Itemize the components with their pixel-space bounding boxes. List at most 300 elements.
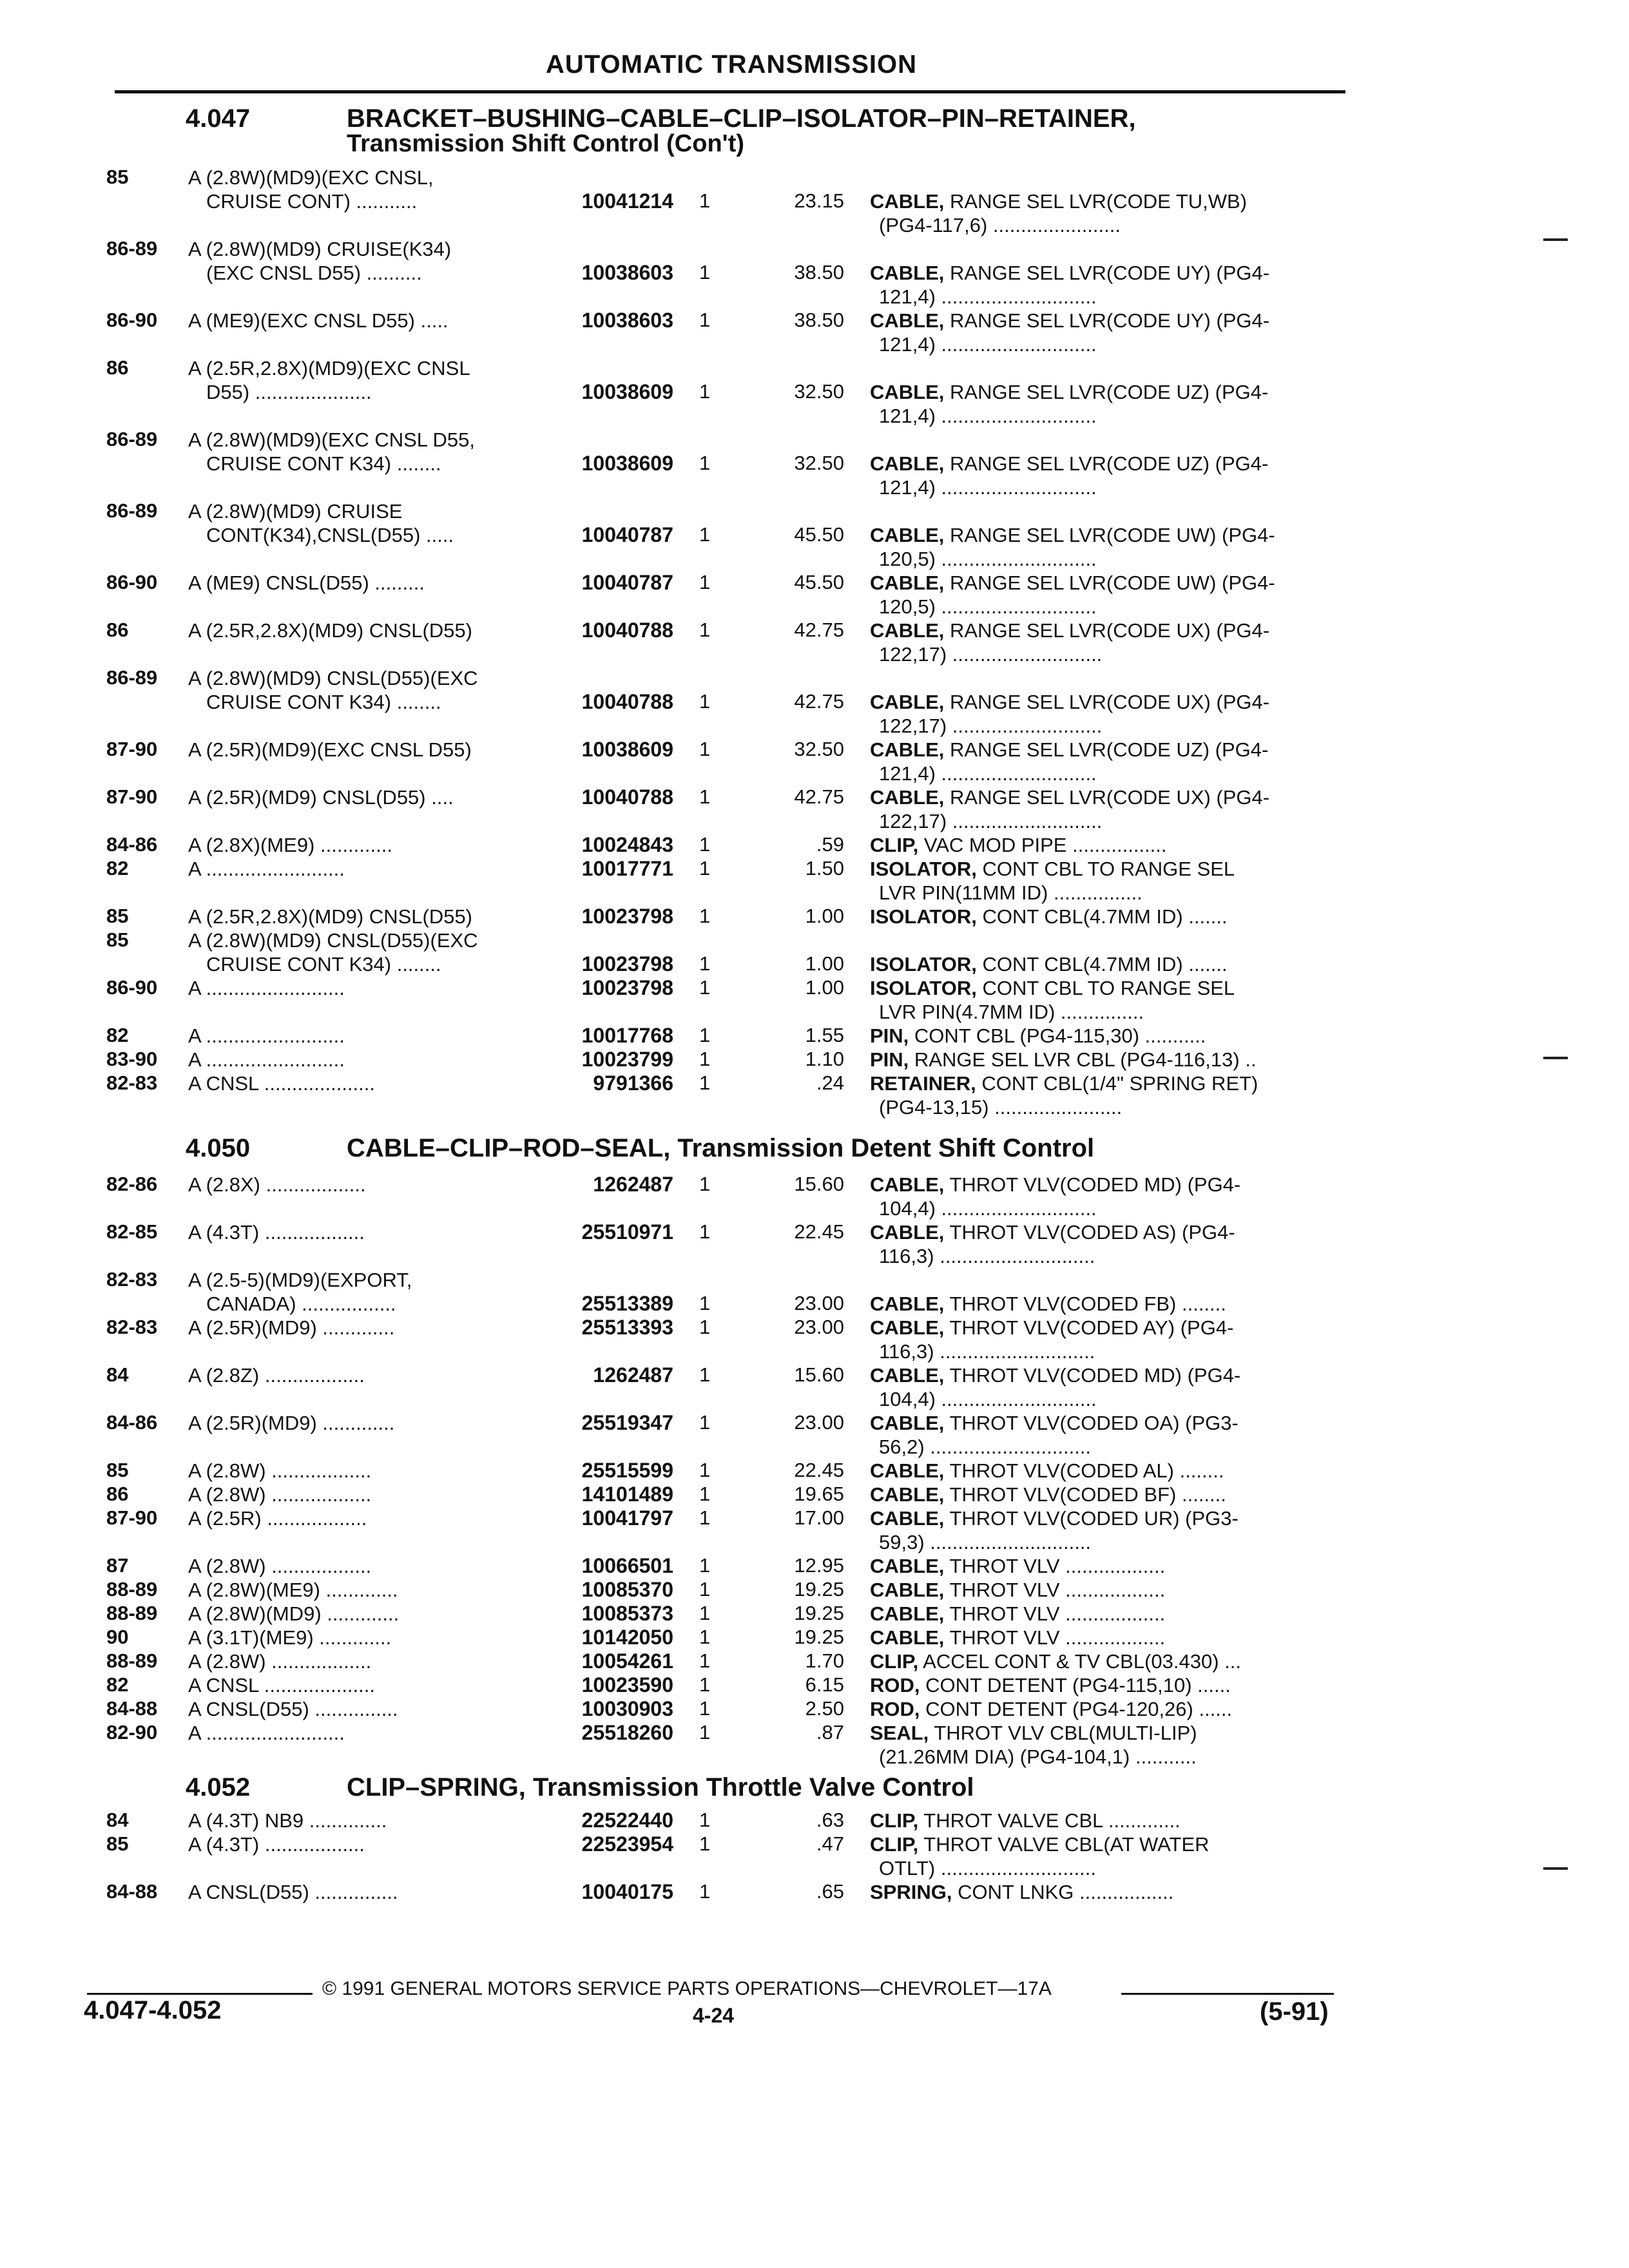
application-description (188, 1809, 536, 1832)
part-name-line (870, 380, 1340, 404)
description-line: A (ME9)(EXC CNSL D55) ..... (188, 309, 448, 332)
part-name (870, 1220, 1340, 1268)
model-years: 84-86 (106, 833, 158, 856)
price: .59 (816, 833, 844, 856)
part-type: CABLE, (870, 691, 945, 713)
part-name-line: 104,4) ............................ (879, 1388, 1097, 1410)
quantity: 1 (699, 905, 711, 927)
part-type: CABLE, (870, 786, 945, 809)
part-number: 9791366 (593, 1072, 673, 1095)
part-type: ISOLATOR, (870, 977, 977, 999)
model-years: 83-90 (106, 1048, 158, 1070)
part-type: CABLE, (870, 1626, 945, 1649)
part-number: 10023590 (581, 1673, 673, 1696)
part-name (870, 261, 1340, 309)
model-years: 85 (106, 166, 129, 188)
footer-page-number: 4-24 (693, 2004, 735, 2027)
section-title: CABLE–CLIP–ROD–SEAL, Transmission Detent Shift Control (347, 1134, 1095, 1162)
model-years: 85 (106, 928, 129, 951)
part-detail: ACCEL CONT & TV CBL(03.430) ... (918, 1650, 1242, 1673)
part-type: RETAINER, (870, 1072, 976, 1095)
part-number: 10040787 (581, 523, 673, 546)
price: 1.50 (805, 857, 844, 879)
footer-section-range: 4.047-4.052 (84, 1996, 222, 2024)
part-type: CLIP, (870, 1650, 919, 1673)
part-number: 10038603 (581, 309, 673, 332)
part-detail: THROT VLV(CODED MD) (PG4- (944, 1364, 1241, 1387)
description-line: A CNSL(D55) ............... (188, 1698, 398, 1720)
part-type: CABLE, (870, 572, 945, 594)
price: 6.15 (805, 1673, 844, 1696)
description-line: A (2.8X)(ME9) ............. (188, 834, 392, 856)
price: 45.50 (794, 571, 844, 593)
part-type: CABLE, (870, 381, 945, 403)
part-number: 1262487 (593, 1363, 673, 1387)
application-description (188, 1554, 536, 1578)
part-detail: RANGE SEL LVR(CODE UY) (PG4- (944, 309, 1270, 332)
model-years: 87-90 (106, 785, 158, 808)
quantity: 1 (699, 1072, 711, 1094)
description-line: CRUISE CONT K34) ........ (206, 953, 441, 975)
quantity: 1 (699, 690, 711, 713)
price: 15.60 (794, 1173, 844, 1195)
part-name (870, 309, 1340, 356)
part-detail: THROT VLV CBL(MULTI-LIP) (929, 1722, 1197, 1744)
part-name-line (870, 1809, 1340, 1832)
price: 1.55 (805, 1024, 844, 1046)
part-type: CLIP, (870, 834, 919, 856)
model-years: 82-83 (106, 1268, 158, 1291)
price: 42.75 (794, 785, 844, 808)
description-line: A (2.8W) .................. (188, 1555, 372, 1577)
price: .24 (816, 1072, 844, 1094)
price: 19.25 (794, 1626, 844, 1648)
quantity: 1 (699, 1220, 711, 1243)
description-line: A ......................... (188, 858, 345, 880)
quantity: 1 (699, 738, 711, 760)
description-line: A (2.8W) .................. (188, 1483, 372, 1506)
description-line: A ......................... (188, 1722, 345, 1744)
model-years: 84 (106, 1809, 129, 1831)
application-description (188, 976, 536, 1000)
part-name-line: 56,2) ............................. (879, 1436, 1092, 1458)
footer-rule-left (87, 1993, 313, 1995)
part-detail: RANGE SEL LVR(CODE UX) (PG4- (944, 786, 1270, 809)
model-years: 85 (106, 1459, 129, 1481)
part-name (870, 452, 1340, 499)
price: 23.15 (794, 189, 844, 212)
part-name-line (870, 523, 1340, 547)
part-number: 10040175 (581, 1880, 673, 1903)
part-number: 10038609 (581, 380, 673, 403)
part-number: 10041214 (581, 189, 673, 213)
model-years: 84-88 (106, 1880, 158, 1903)
part-type: ROD, (870, 1698, 920, 1720)
part-name-line (870, 905, 1340, 928)
part-number: 10085370 (581, 1578, 673, 1601)
part-detail: THROT VLV .................. (944, 1555, 1166, 1577)
description-line: A (2.5R,2.8X)(MD9)(EXC CNSL (188, 357, 470, 380)
description-line: CRUISE CONT) ........... (206, 190, 418, 213)
model-years: 82-86 (106, 1173, 158, 1195)
price: 22.45 (794, 1459, 844, 1481)
price: 19.65 (794, 1483, 844, 1505)
model-years: 84-86 (106, 1411, 158, 1434)
quantity: 1 (699, 1626, 711, 1648)
part-detail: THROT VLV(CODED UR) (PG3- (944, 1507, 1239, 1530)
part-type: CABLE, (870, 1483, 945, 1506)
price: 23.00 (794, 1411, 844, 1434)
part-name-line (870, 452, 1340, 476)
application-description (188, 857, 536, 881)
part-type: CABLE, (870, 1555, 945, 1577)
description-line: A (2.8W)(MD9) CNSL(D55)(EXC (188, 667, 478, 689)
part-name-line (870, 690, 1340, 714)
part-type: CABLE, (870, 524, 945, 546)
part-detail: CONT LNKG ................. (952, 1881, 1174, 1903)
part-detail: THROT VALVE CBL ............. (918, 1809, 1181, 1832)
part-name-line (870, 1649, 1340, 1673)
model-years: 86-90 (106, 309, 158, 331)
margin-tick (1543, 1867, 1568, 1870)
description-line: A (2.5R)(MD9) ............. (188, 1316, 395, 1339)
model-years: 86-90 (106, 976, 158, 999)
part-number: 22523954 (581, 1832, 673, 1856)
description-line: A ......................... (188, 977, 345, 999)
part-number: 10030903 (581, 1697, 673, 1720)
description-line: A (2.8W)(MD9)(EXC CNSL D55, (188, 428, 475, 451)
description-line: A (2.8W)(MD9) ............. (188, 1602, 400, 1625)
model-years: 86 (106, 1483, 129, 1505)
part-name (870, 1809, 1340, 1832)
part-name (870, 690, 1340, 738)
description-line: A (2.8W)(ME9) ............. (188, 1579, 398, 1601)
model-years: 82-85 (106, 1220, 158, 1243)
model-years: 88-89 (106, 1578, 158, 1600)
part-number: 10024843 (581, 833, 673, 856)
description-line: A (4.3T) .................. (188, 1221, 365, 1244)
model-years: 88-89 (106, 1649, 158, 1672)
part-detail: THROT VLV .................. (944, 1602, 1166, 1625)
application-description (188, 356, 536, 404)
part-name-line: 121,4) ............................ (879, 405, 1097, 427)
part-number: 10023798 (581, 976, 673, 999)
quantity: 1 (699, 833, 711, 856)
margin-tick (1543, 238, 1568, 241)
application-description (188, 666, 536, 714)
price: 32.50 (794, 452, 844, 474)
description-line: A (2.8W)(MD9) CNSL(D55)(EXC (188, 929, 478, 952)
part-name (870, 1880, 1340, 1904)
quantity: 1 (699, 1809, 711, 1831)
price: .47 (816, 1832, 844, 1855)
quantity: 1 (699, 1411, 711, 1434)
description-line: A (2.8W)(MD9) CRUISE(K34) (188, 238, 452, 260)
model-years: 82-83 (106, 1072, 158, 1094)
part-number: 25510971 (581, 1220, 673, 1244)
description-line: CRUISE CONT K34) ........ (206, 691, 441, 713)
price: 1.00 (805, 952, 844, 975)
part-name (870, 1832, 1340, 1880)
part-type: CABLE, (870, 309, 945, 332)
margin-tick (1543, 1057, 1568, 1059)
part-name-line: (21.26MM DIA) (PG4-104,1) ........... (879, 1745, 1197, 1768)
part-name-line: (PG4-117,6) ....................... (879, 214, 1121, 236)
part-name-line (870, 1506, 1340, 1530)
part-name-line: LVR PIN(11MM ID) ................ (879, 881, 1142, 904)
quantity: 1 (699, 1173, 711, 1195)
part-name-line: 59,3) ............................. (879, 1531, 1092, 1553)
application-description (188, 1024, 536, 1048)
part-type: ISOLATOR, (870, 953, 977, 975)
part-number: 10040787 (581, 571, 673, 594)
part-number: 10038603 (581, 261, 673, 284)
part-number: 10040788 (581, 690, 673, 713)
part-number: 10023799 (581, 1048, 673, 1071)
part-name (870, 1697, 1340, 1721)
part-name (870, 189, 1340, 237)
model-years: 90 (106, 1626, 129, 1648)
part-number: 10038609 (581, 738, 673, 761)
price: 15.60 (794, 1363, 844, 1386)
part-type: CABLE, (870, 262, 945, 284)
application-description (188, 1506, 536, 1530)
price: 32.50 (794, 738, 844, 760)
part-detail: RANGE SEL LVR(CODE UX) (PG4- (944, 619, 1270, 642)
part-name (870, 1554, 1340, 1578)
part-name-line (870, 1832, 1340, 1856)
part-name (870, 619, 1340, 666)
part-name-line (870, 785, 1340, 809)
application-description (188, 1173, 536, 1196)
model-years: 87 (106, 1554, 129, 1577)
part-detail: THROT VLV(CODED OA) (PG3- (944, 1412, 1239, 1434)
model-years: 86-89 (106, 237, 158, 260)
part-number: 25515599 (581, 1459, 673, 1482)
part-detail: THROT VLV(CODED FB) ........ (944, 1293, 1226, 1315)
description-line: A (2.5R,2.8X)(MD9) CNSL(D55) (188, 619, 473, 642)
description-line: A (2.5R)(MD9) CNSL(D55) .... (188, 786, 454, 809)
section-number: 4.047 (186, 104, 251, 133)
part-name-line (870, 309, 1340, 332)
quantity: 1 (699, 1880, 711, 1903)
quantity: 1 (699, 952, 711, 975)
part-detail: THROT VLV(CODED AY) (PG4- (944, 1316, 1234, 1339)
description-line: A ......................... (188, 1024, 345, 1047)
model-years: 86-90 (106, 571, 158, 593)
application-description (188, 1880, 536, 1904)
part-type: CABLE, (870, 190, 945, 213)
part-type: CLIP, (870, 1809, 919, 1832)
part-name (870, 380, 1340, 428)
quantity: 1 (699, 619, 711, 641)
part-detail: CONT CBL(4.7MM ID) ....... (976, 953, 1228, 975)
application-description (188, 428, 536, 476)
part-name-line (870, 1578, 1340, 1602)
section-number: 4.052 (186, 1773, 251, 1802)
section-title: CLIP–SPRING, Transmission Throttle Valve Control (347, 1773, 974, 1802)
part-name-line (870, 261, 1340, 285)
footer-copyright: © 1991 GENERAL MOTORS SERVICE PARTS OPERATIONS—CHEVROLET—17A (322, 1978, 1052, 1999)
part-name-line (870, 571, 1340, 595)
part-number: 10038609 (581, 452, 673, 475)
part-name-line: 120,5) ............................ (879, 548, 1097, 570)
model-years: 86 (106, 356, 129, 379)
description-line: A (2.8W)(MD9)(EXC CNSL, (188, 166, 434, 189)
part-number: 10017768 (581, 1024, 673, 1047)
application-description (188, 1832, 536, 1856)
part-name-line (870, 1554, 1340, 1578)
price: 22.45 (794, 1220, 844, 1243)
price: 1.00 (805, 976, 844, 999)
part-name-line: 121,4) ............................ (879, 333, 1097, 356)
quantity: 1 (699, 1554, 711, 1577)
part-name-line: 122,17) ........................... (879, 715, 1103, 737)
part-detail: CONT CBL (PG4-115,30) ........... (909, 1024, 1206, 1047)
page-header-title: AUTOMATIC TRANSMISSION (545, 50, 918, 79)
part-type: CABLE, (870, 1173, 945, 1196)
part-type: CABLE, (870, 1507, 945, 1530)
footer-date: (5-91) (1260, 1997, 1329, 2026)
description-line: A (2.8Z) .................. (188, 1364, 365, 1387)
part-name (870, 1363, 1340, 1411)
quantity: 1 (699, 976, 711, 999)
model-years: 86-89 (106, 428, 158, 450)
part-name (870, 1048, 1340, 1072)
part-detail: THROT VLV .................. (944, 1626, 1166, 1649)
quantity: 1 (699, 523, 711, 546)
part-name-line (870, 1697, 1340, 1721)
part-name (870, 1602, 1340, 1626)
part-name-line: 121,4) ............................ (879, 285, 1097, 308)
description-line: (EXC CNSL D55) .......... (206, 262, 422, 284)
part-type: CABLE, (870, 1293, 945, 1315)
part-type: SPRING, (870, 1881, 952, 1903)
part-name-line (870, 738, 1340, 762)
application-description (188, 1626, 536, 1649)
part-type: CABLE, (870, 1602, 945, 1625)
part-detail: THROT VLV(CODED AS) (PG4- (944, 1221, 1235, 1244)
description-line: A (4.3T) .................. (188, 1833, 365, 1856)
description-line: A CNSL .................... (188, 1072, 375, 1095)
part-name (870, 905, 1340, 928)
part-name-line: 116,3) ............................ (879, 1245, 1095, 1267)
description-line: A (2.5-5)(MD9)(EXPORT, (188, 1269, 412, 1291)
price: 38.50 (794, 309, 844, 331)
part-type: CABLE, (870, 619, 945, 642)
price: 23.00 (794, 1292, 844, 1314)
quantity: 1 (699, 1649, 711, 1672)
part-name (870, 1459, 1340, 1483)
part-name-line (870, 1292, 1340, 1316)
part-name (870, 1292, 1340, 1316)
model-years: 85 (106, 905, 129, 927)
model-years: 82 (106, 857, 129, 879)
part-detail: CONT CBL(1/4" SPRING RET) (976, 1072, 1258, 1095)
part-type: PIN, (870, 1048, 909, 1071)
part-name (870, 833, 1340, 857)
description-line: A (2.5R)(MD9)(EXC CNSL D55) (188, 738, 472, 761)
part-name (870, 1173, 1340, 1220)
part-type: SEAL, (870, 1722, 929, 1744)
description-line: A (2.8W) .................. (188, 1459, 372, 1482)
model-years: 87-90 (106, 1506, 158, 1529)
part-detail: THROT VLV(CODED AL) ........ (944, 1459, 1224, 1482)
description-line: A (3.1T)(ME9) ............. (188, 1626, 392, 1649)
part-type: CABLE, (870, 738, 945, 761)
part-name (870, 523, 1340, 571)
part-number: 10041797 (581, 1506, 673, 1530)
part-name-line (870, 1316, 1340, 1340)
model-years: 86-89 (106, 499, 158, 522)
part-name-line (870, 1220, 1340, 1244)
part-name-line (870, 1483, 1340, 1506)
part-type: ROD, (870, 1674, 920, 1696)
part-type: CABLE, (870, 1412, 945, 1434)
quantity: 1 (699, 785, 711, 808)
part-name (870, 1649, 1340, 1673)
part-detail: RANGE SEL LVR(CODE UY) (PG4- (944, 262, 1270, 284)
application-description (188, 1459, 536, 1483)
part-name-line (870, 1459, 1340, 1483)
part-detail: THROT VLV(CODED MD) (PG4- (944, 1173, 1241, 1196)
part-number: 22522440 (581, 1809, 673, 1832)
quantity: 1 (699, 1506, 711, 1529)
part-name (870, 976, 1340, 1024)
part-name-line (870, 857, 1340, 881)
price: 23.00 (794, 1316, 844, 1338)
quantity: 1 (699, 452, 711, 474)
part-detail: CONT CBL TO RANGE SEL (976, 858, 1235, 880)
part-name-line (870, 976, 1340, 1000)
model-years: 84 (106, 1363, 129, 1386)
part-detail: RANGE SEL LVR(CODE UW) (PG4- (944, 572, 1275, 594)
price: 42.75 (794, 619, 844, 641)
part-name-line (870, 1072, 1340, 1095)
description-line: A CNSL(D55) ............... (188, 1881, 398, 1903)
part-name-line (870, 1173, 1340, 1196)
part-detail: RANGE SEL LVR(CODE UW) (PG4- (944, 524, 1275, 546)
part-name (870, 952, 1340, 976)
section-title: BRACKET–BUSHING–CABLE–CLIP–ISOLATOR–PIN–RETAINER, (347, 104, 1136, 133)
description-line: CANADA) ................. (206, 1293, 396, 1315)
part-name-line (870, 189, 1340, 213)
part-number: 14101489 (581, 1483, 673, 1506)
part-detail: RANGE SEL LVR CBL (PG4-116,13) .. (909, 1048, 1257, 1071)
part-name-line (870, 1626, 1340, 1649)
part-name-line: 104,4) ............................ (879, 1197, 1097, 1220)
part-name-line: 120,5) ............................ (879, 595, 1097, 618)
part-name (870, 1072, 1340, 1119)
part-number: 25519347 (581, 1411, 673, 1434)
part-type: CABLE, (870, 452, 945, 475)
part-name (870, 1316, 1340, 1363)
description-line: A (2.5R) .................. (188, 1507, 367, 1530)
part-type: PIN, (870, 1024, 909, 1047)
part-detail: THROT VALVE CBL(AT WATER (918, 1833, 1210, 1856)
part-name-line: OTLT) ............................ (879, 1857, 1097, 1879)
price: 12.95 (794, 1554, 844, 1577)
part-name-line (870, 1880, 1340, 1904)
application-description (188, 738, 536, 762)
part-type: ISOLATOR, (870, 905, 977, 928)
description-line: A (4.3T) NB9 .............. (188, 1809, 387, 1832)
description-line: D55) ..................... (206, 381, 372, 403)
part-name-line: 116,3) ............................ (879, 1340, 1095, 1363)
price: 1.00 (805, 905, 844, 927)
quantity: 1 (699, 1363, 711, 1386)
part-name-line: 121,4) ............................ (879, 762, 1097, 785)
